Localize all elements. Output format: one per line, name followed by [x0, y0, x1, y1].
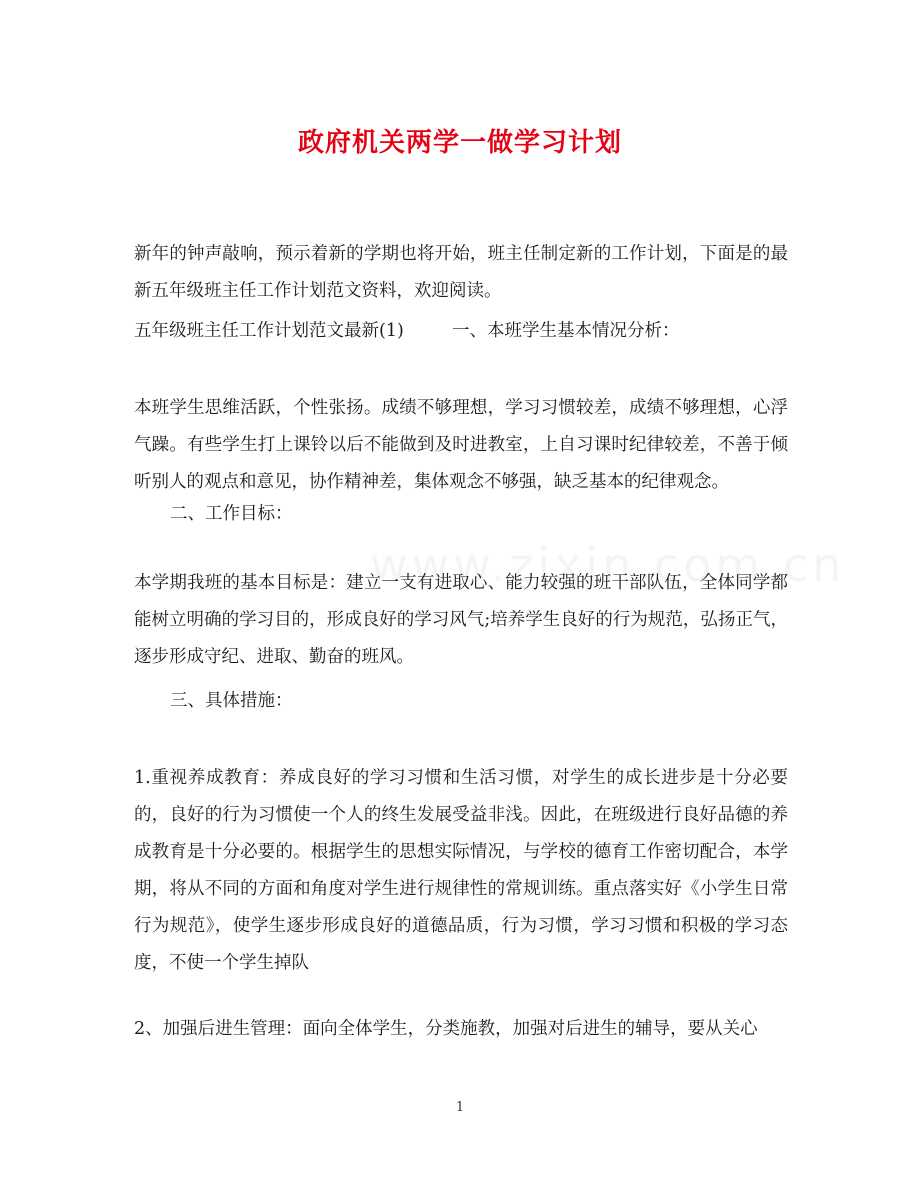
- page-number: 1: [455, 1100, 465, 1115]
- section2-heading: 二、工作目标：: [170, 504, 293, 524]
- intro-paragraph: 新年的钟声敲响，预示着新的学期也将开始，班主任制定新的工作计划，下面是的最新五年级班主任工作计划范文资料，欢迎阅读。: [134, 244, 788, 301]
- section1-body: 本班学生思维活跃，个性张扬。成绩不够理想，学习习惯较差，成绩不够理想，心浮气躁。有些学生打上课铃以后不能做到及时进教室，上自习课时纪律较差，不善于倾听别人的观点和意见，协作精神差，集体观念不够强，缺乏基本的纪律观念。: [134, 398, 788, 492]
- section2-body: 本学期我班的基本目标是：建立一支有进取心、能力较强的班干部队伍，全体同学都能树立明确的学习目的，形成良好的学习风气;培养学生良好的行为规范，弘扬正气，逐步形成守纪、进取、勤奋的班风。: [134, 573, 788, 667]
- measure2-paragraph: 2、加强后进生管理：面向全体学生，分类施教，加强对后进生的辅导，要从关心: [134, 1019, 758, 1039]
- measure1-paragraph: 1.重视养成教育：养成良好的学习习惯和生活习惯，对学生的成长进步是十分必要的，良好的行为习惯使一个人的终生发展受益非浅。因此，在班级进行良好品德的养成教育是十分必要的。根据学生的思想实际情况，与学校的德育工作密切配合，本学期，将从不同的方面和角度对学生进行规律性的常规训练。重点落实好《小学生日常行为规范》，使学生逐步形成良好的道德品质，行为习惯，学习习惯和积极的学习态度，不使一个学生掉队: [134, 768, 788, 973]
- section1-heading: 一、本班学生基本情况分析：: [452, 321, 680, 341]
- section3-heading: 三、具体措施：: [170, 691, 293, 711]
- document-title: 政府机关两学一做学习计划: [297, 128, 622, 158]
- plan-subtitle: 五年级班主任工作计划范文最新(1): [134, 321, 404, 341]
